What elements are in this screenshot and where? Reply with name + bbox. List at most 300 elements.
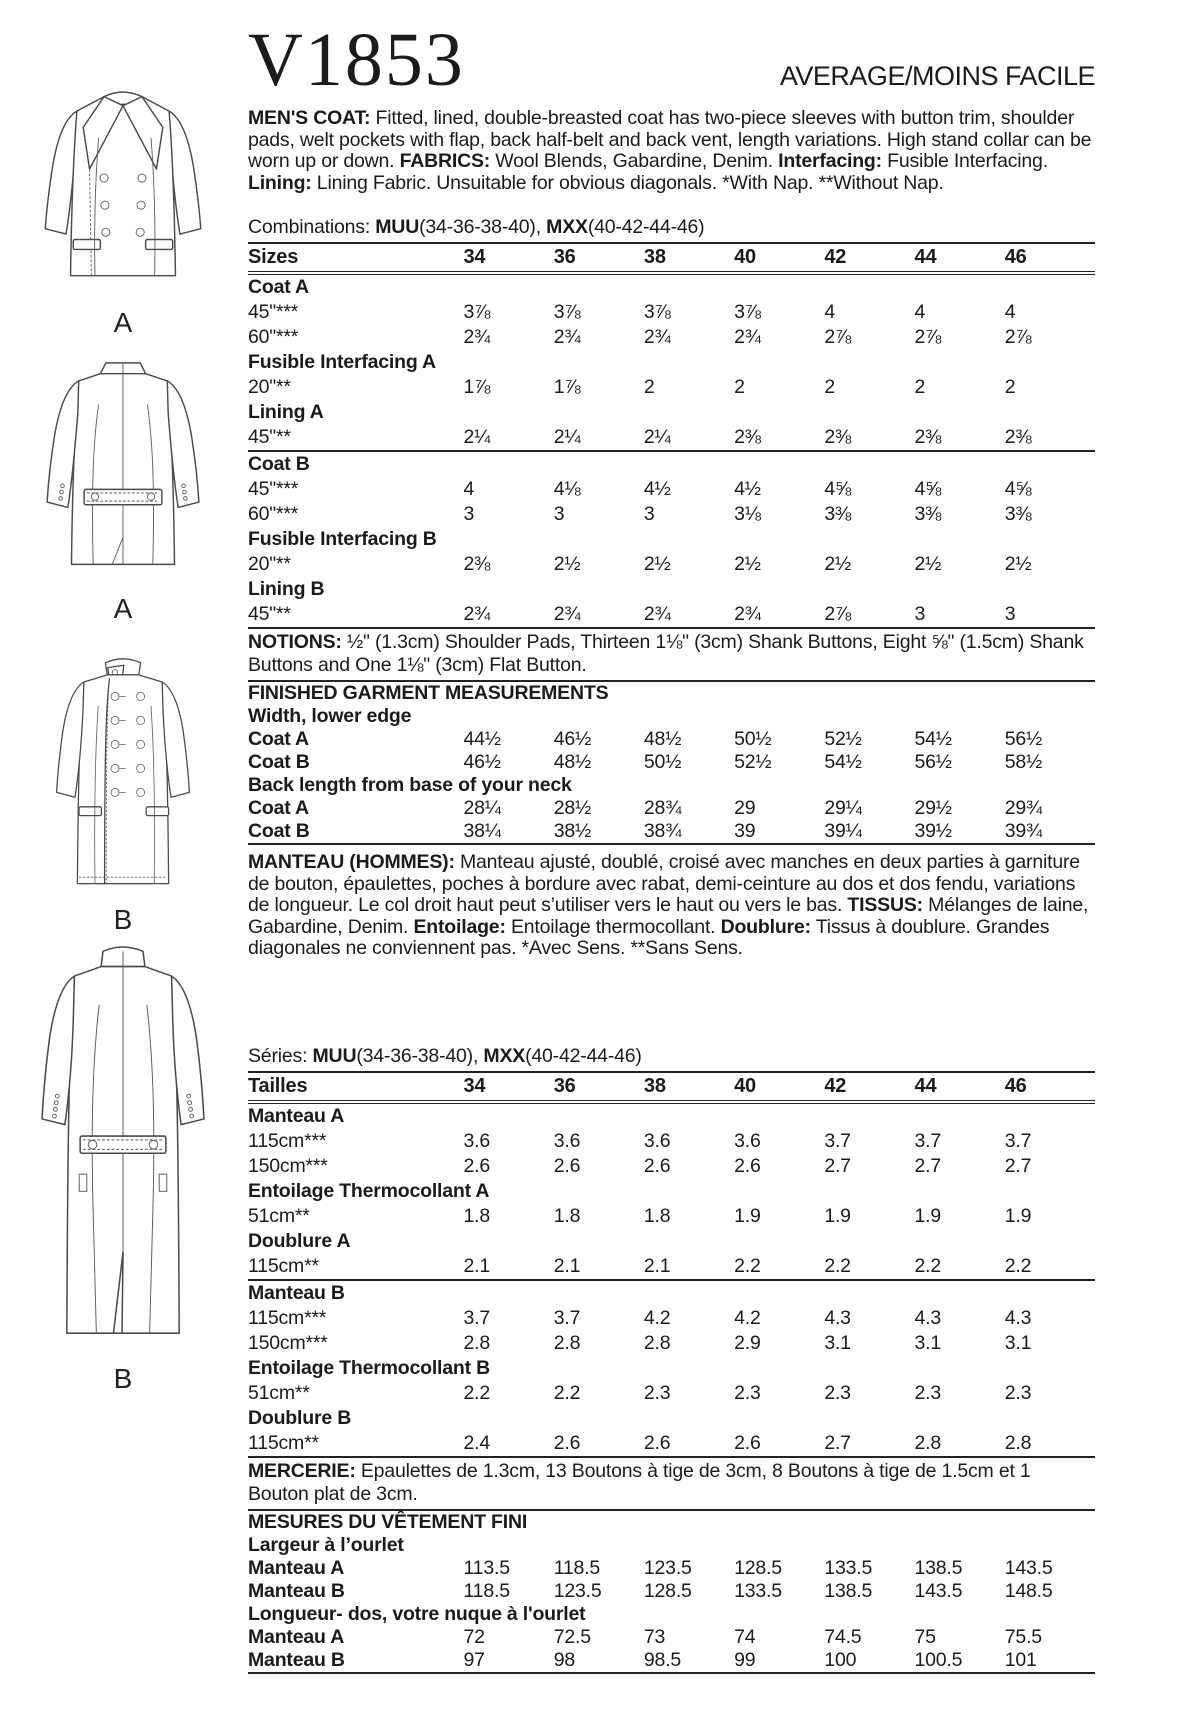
section-row bbox=[248, 527, 1095, 552]
section-row bbox=[248, 1534, 1095, 1557]
value-cell: 38¼ bbox=[463, 819, 501, 842]
row-label: Coat A bbox=[248, 275, 309, 298]
value-cell: 128.5 bbox=[734, 1556, 782, 1579]
table-row bbox=[248, 325, 1095, 350]
value-cell: 2.6 bbox=[643, 1154, 671, 1177]
value-cell: 3 bbox=[1004, 602, 1016, 625]
row-label: Largeur à l’ourlet bbox=[248, 1533, 404, 1556]
table-row bbox=[248, 1649, 1095, 1673]
value-cell: 4.2 bbox=[734, 1306, 761, 1329]
value-cell: 2.6 bbox=[463, 1154, 491, 1177]
coat-b-front-drawing bbox=[39, 650, 207, 898]
size-column-header: 38 bbox=[644, 243, 734, 273]
row-label: Doublure A bbox=[248, 1229, 351, 1252]
value-cell: 2.3 bbox=[734, 1381, 761, 1404]
value-cell: 1⅞ bbox=[463, 375, 491, 398]
table-row bbox=[248, 552, 1095, 577]
row-label: 150cm*** bbox=[248, 1154, 328, 1177]
value-cell: 2¾ bbox=[643, 602, 671, 625]
value-cell: 128.5 bbox=[643, 1579, 692, 1602]
bold-text-run: FABRICS: bbox=[399, 150, 491, 173]
value-cell: 2.3 bbox=[914, 1381, 942, 1404]
row-label: 51cm** bbox=[248, 1381, 310, 1404]
size-column-header: 40 bbox=[734, 243, 824, 273]
text-run: Mélanges de laine, Gabardine, Denim. bbox=[248, 894, 1089, 938]
value-cell: 2.8 bbox=[643, 1331, 671, 1354]
coat-a-front-illustration bbox=[0, 84, 246, 339]
view-label: A bbox=[113, 593, 133, 624]
value-cell: 3.7 bbox=[553, 1306, 581, 1329]
table-row bbox=[248, 820, 1095, 844]
row-label: 20"** bbox=[248, 375, 291, 398]
value-cell: 2.8 bbox=[463, 1331, 491, 1354]
row-label: FINISHED GARMENT MEASUREMENTS bbox=[248, 681, 609, 704]
value-cell: 143.5 bbox=[914, 1579, 963, 1602]
pattern-number: V1853 bbox=[248, 17, 465, 102]
value-cell: 72.5 bbox=[553, 1625, 591, 1648]
value-cell: 2.7 bbox=[824, 1154, 851, 1177]
value-cell: 2⅜ bbox=[1005, 425, 1095, 451]
value-cell: 2.3 bbox=[1004, 1381, 1032, 1404]
value-cell: 73 bbox=[643, 1625, 666, 1648]
value-cell: 113.5 bbox=[463, 1556, 510, 1579]
combinations-line bbox=[248, 217, 1095, 239]
row-label: Manteau A bbox=[248, 1104, 345, 1127]
value-cell: 3.7 bbox=[463, 1306, 491, 1329]
value-cell: 2.2 bbox=[824, 1254, 914, 1280]
value-cell: 2 bbox=[824, 375, 835, 398]
coat-a-back-drawing bbox=[28, 352, 218, 587]
value-cell: 39¼ bbox=[824, 819, 862, 842]
value-cell: 2.2 bbox=[915, 1254, 1005, 1280]
bold-text-run: Lining: bbox=[248, 171, 312, 194]
value-cell: 52½ bbox=[824, 727, 862, 750]
value-cell: 3.1 bbox=[914, 1331, 942, 1354]
row-label: Width, lower edge bbox=[248, 704, 412, 727]
row-label: Coat A bbox=[248, 727, 309, 750]
value-cell: 3⅞ bbox=[553, 300, 581, 323]
value-cell: 133.5 bbox=[824, 1556, 873, 1579]
bold-text-run: Interfacing: bbox=[778, 150, 882, 173]
row-label: Entoilage Thermocollant A bbox=[248, 1179, 490, 1202]
description-french bbox=[248, 852, 1095, 960]
value-cell: 4½ bbox=[643, 477, 671, 500]
size-column-header: 36 bbox=[554, 243, 644, 273]
value-cell: 2⅞ bbox=[914, 325, 942, 348]
value-cell: 2.2 bbox=[734, 1254, 824, 1280]
value-cell: 2½ bbox=[824, 552, 852, 575]
value-cell: 3.6 bbox=[553, 1129, 581, 1152]
row-label: Longueur- dos, votre nuque à l'ourlet bbox=[248, 1602, 586, 1625]
value-cell: 3⅛ bbox=[734, 502, 761, 525]
value-cell: 4½ bbox=[734, 477, 761, 500]
value-cell: 3.1 bbox=[1004, 1331, 1032, 1354]
view-label: B bbox=[113, 1363, 133, 1394]
text-run: Tissus à doublure. Grandes diagonales ne conviennent pas. *Avec Sens. **Sans Sens. bbox=[248, 915, 1050, 960]
row-label: Lining B bbox=[248, 577, 325, 600]
size-column-header: 42 bbox=[824, 1072, 914, 1102]
text-run: Manteau ajusté, doublé, croisé avec manches en deux parties à garniture de bouton, épaulettes, poches à bordure avec rabat, demi-ceinture au dos et dos fendu, variations de longueur. Le col droit haut peut s’utiliser vers le haut ou vers le bas. bbox=[248, 850, 1080, 917]
section-row bbox=[248, 577, 1095, 602]
row-label: Manteau A bbox=[248, 1625, 345, 1648]
value-cell: 50½ bbox=[643, 750, 682, 773]
value-cell: 2.6 bbox=[553, 1431, 581, 1454]
value-cell: 2.1 bbox=[464, 1254, 554, 1280]
value-cell: 2.1 bbox=[554, 1254, 644, 1280]
value-cell: 3.7 bbox=[824, 1129, 851, 1152]
value-cell: 2.7 bbox=[1004, 1154, 1032, 1177]
section-row bbox=[248, 400, 1095, 425]
value-cell: 2.3 bbox=[824, 1381, 851, 1404]
value-cell: 2 bbox=[914, 375, 926, 398]
value-cell: 2 bbox=[734, 375, 745, 398]
value-cell: 4⅛ bbox=[553, 477, 581, 500]
text-run: Lining Fabric. Unsuitable for obvious diagonals. *With Nap. **Without Nap. bbox=[311, 171, 944, 194]
view-label: B bbox=[113, 904, 133, 935]
bold-text-run: MXX bbox=[483, 1044, 526, 1067]
row-label: 45"*** bbox=[248, 477, 299, 500]
value-cell: 4⅝ bbox=[914, 477, 942, 500]
value-cell: 2.3 bbox=[643, 1381, 671, 1404]
yardage-table-metric bbox=[248, 1071, 1095, 1458]
table-row bbox=[248, 602, 1095, 628]
value-cell: 39½ bbox=[914, 819, 952, 842]
text-run: (40-42-44-46) bbox=[587, 216, 705, 239]
value-cell: 143.5 bbox=[1004, 1556, 1053, 1579]
value-cell: 2½ bbox=[553, 552, 581, 575]
size-column-header: 44 bbox=[915, 1072, 1005, 1102]
size-header-label: Sizes bbox=[248, 243, 464, 273]
row-label: 45"** bbox=[248, 602, 291, 625]
section-row bbox=[248, 682, 1095, 705]
row-label: 45"** bbox=[248, 425, 464, 451]
value-cell: 29¼ bbox=[824, 796, 862, 819]
value-cell: 2.7 bbox=[914, 1154, 942, 1177]
value-cell: 2¾ bbox=[734, 325, 761, 348]
section-row bbox=[248, 1356, 1095, 1381]
value-cell: 2⅜ bbox=[463, 552, 491, 575]
value-cell: 100 bbox=[824, 1648, 857, 1671]
text-run: (34-36-38-40), bbox=[419, 216, 547, 239]
size-column-header: 42 bbox=[824, 243, 914, 273]
value-cell: 2⅞ bbox=[824, 325, 852, 348]
value-cell: 3 bbox=[463, 502, 475, 525]
value-cell: 54½ bbox=[824, 750, 862, 773]
value-cell: 2 bbox=[1004, 375, 1016, 398]
value-cell: 3⅞ bbox=[734, 300, 761, 323]
value-cell: 75.5 bbox=[1004, 1625, 1042, 1648]
size-column-header: 46 bbox=[1005, 243, 1095, 273]
value-cell: 148.5 bbox=[1004, 1579, 1053, 1602]
row-label: Manteau B bbox=[248, 1648, 345, 1671]
row-label: 115cm** bbox=[248, 1254, 464, 1280]
value-cell: 1.8 bbox=[643, 1204, 671, 1227]
value-cell: 2¾ bbox=[553, 602, 581, 625]
section-row bbox=[248, 1603, 1095, 1626]
value-cell: 2¾ bbox=[643, 325, 671, 348]
section-row bbox=[248, 1511, 1095, 1534]
value-cell: 3 bbox=[553, 502, 565, 525]
value-cell: 99 bbox=[734, 1648, 756, 1671]
row-label: 150cm*** bbox=[248, 1331, 328, 1354]
value-cell: 3⅜ bbox=[914, 502, 942, 525]
size-header-row bbox=[248, 243, 1095, 273]
value-cell: 46½ bbox=[463, 750, 501, 773]
value-cell: 2.6 bbox=[553, 1154, 581, 1177]
text-run: Wool Blends, Gabardine, Denim. bbox=[490, 150, 779, 173]
value-cell: 4 bbox=[914, 300, 926, 323]
row-label: Manteau B bbox=[248, 1579, 345, 1602]
row-label: Coat B bbox=[248, 819, 310, 842]
bold-text-run: Entoilage: bbox=[413, 915, 506, 938]
value-cell: 2.2 bbox=[553, 1381, 581, 1404]
value-cell: 46½ bbox=[553, 727, 592, 750]
section-row bbox=[248, 1229, 1095, 1254]
value-cell: 98 bbox=[553, 1648, 575, 1671]
size-header-label: Tailles bbox=[248, 1072, 464, 1102]
size-column-header: 44 bbox=[915, 243, 1005, 273]
value-cell: 3 bbox=[914, 602, 926, 625]
table-row bbox=[248, 1129, 1095, 1154]
value-cell: 3.6 bbox=[734, 1129, 761, 1152]
text-run: (34-36-38-40), bbox=[356, 1044, 484, 1067]
row-label: MESURES DU VÊTEMENT FINI bbox=[248, 1510, 528, 1533]
row-label: Lining A bbox=[248, 400, 324, 423]
row-label: Coat B bbox=[248, 452, 310, 475]
value-cell: 2⅜ bbox=[915, 425, 1005, 451]
value-cell: 75 bbox=[914, 1625, 936, 1648]
value-cell: 2.8 bbox=[1004, 1431, 1032, 1454]
row-label: 60"*** bbox=[248, 502, 299, 525]
value-cell: 1.9 bbox=[1004, 1204, 1032, 1227]
row-label: Manteau A bbox=[248, 1556, 345, 1579]
row-label: 20"** bbox=[248, 552, 291, 575]
value-cell: 3⅜ bbox=[824, 502, 852, 525]
value-cell: 2⅜ bbox=[734, 425, 824, 451]
value-cell: 54½ bbox=[914, 727, 952, 750]
table-row bbox=[248, 1331, 1095, 1356]
table-row bbox=[248, 1204, 1095, 1229]
value-cell: 2.2 bbox=[1005, 1254, 1095, 1280]
value-cell: 3.7 bbox=[1004, 1129, 1032, 1152]
value-cell: 4 bbox=[463, 477, 475, 500]
text-run: Entoilage thermocollant. bbox=[505, 915, 721, 938]
value-cell: 3 bbox=[643, 502, 655, 525]
table-row bbox=[248, 1306, 1095, 1331]
value-cell: 2¼ bbox=[644, 425, 734, 451]
value-cell: 2¼ bbox=[464, 425, 554, 451]
value-cell: 2.9 bbox=[734, 1331, 761, 1354]
table-row bbox=[248, 728, 1095, 751]
series-line bbox=[248, 1046, 1095, 1068]
row-label: Coat B bbox=[248, 750, 310, 773]
value-cell: 1.8 bbox=[553, 1204, 581, 1227]
value-cell: 48½ bbox=[553, 750, 592, 773]
coat-b-back-drawing bbox=[23, 938, 223, 1357]
value-cell: 2.6 bbox=[734, 1431, 761, 1454]
value-cell: 2½ bbox=[914, 552, 942, 575]
value-cell: 29 bbox=[734, 796, 756, 819]
text-run: (40-42-44-46) bbox=[525, 1044, 642, 1067]
text-run: Fitted, lined, double-breasted coat has two-piece sleeves with button trim, shoulder pads, welt pockets with flap, back half-belt and back vent, length variations. High stand collar can be worn up or down. bbox=[248, 107, 1092, 173]
row-label: 45"*** bbox=[248, 300, 299, 323]
value-cell: 74.5 bbox=[824, 1625, 862, 1648]
value-cell: 3⅜ bbox=[1004, 502, 1032, 525]
value-cell: 123.5 bbox=[553, 1579, 602, 1602]
difficulty-label: AVERAGE/MOINS FACILE bbox=[779, 61, 1095, 91]
value-cell: 2½ bbox=[734, 552, 761, 575]
value-cell: 2.6 bbox=[643, 1431, 671, 1454]
size-column-header: 38 bbox=[644, 1072, 734, 1102]
illustration-column bbox=[0, 0, 246, 1719]
bold-text-run: TISSUS: bbox=[847, 894, 923, 917]
value-cell: 97 bbox=[463, 1648, 485, 1671]
table-row bbox=[248, 797, 1095, 820]
text-run: ½" (1.3cm) Shoulder Pads, Thirteen 1⅛" (3cm) Shank Buttons, Eight ⅝" (1.5cm) Shank Buttons and One 1⅛" (3cm) Flat Button. bbox=[248, 630, 1084, 676]
value-cell: 39¾ bbox=[1004, 819, 1043, 842]
value-cell: 2¾ bbox=[463, 325, 491, 348]
value-cell: 4.3 bbox=[1004, 1306, 1032, 1329]
size-column-header: 34 bbox=[464, 243, 554, 273]
value-cell: 2 bbox=[643, 375, 655, 398]
row-label: Manteau B bbox=[248, 1281, 345, 1304]
section-row bbox=[248, 774, 1095, 797]
size-column-header: 36 bbox=[554, 1072, 644, 1102]
section-row bbox=[248, 350, 1095, 375]
value-cell: 72 bbox=[463, 1625, 485, 1648]
value-cell: 29½ bbox=[914, 796, 952, 819]
value-cell: 50½ bbox=[734, 727, 772, 750]
value-cell: 1.9 bbox=[734, 1204, 761, 1227]
value-cell: 28½ bbox=[553, 796, 592, 819]
table-row bbox=[248, 751, 1095, 774]
table-row bbox=[248, 425, 1095, 451]
text-run: Séries: bbox=[248, 1044, 313, 1067]
value-cell: 52½ bbox=[734, 750, 772, 773]
value-cell: 29¾ bbox=[1004, 796, 1043, 819]
value-cell: 2½ bbox=[643, 552, 671, 575]
table-row bbox=[248, 375, 1095, 400]
value-cell: 48½ bbox=[643, 727, 682, 750]
row-label: 51cm** bbox=[248, 1204, 310, 1227]
notions-note bbox=[248, 629, 1095, 682]
view-label: A bbox=[113, 307, 133, 338]
value-cell: 101 bbox=[1004, 1648, 1037, 1671]
value-cell: 4.3 bbox=[824, 1306, 851, 1329]
value-cell: 1.9 bbox=[824, 1204, 851, 1227]
value-cell: 2.8 bbox=[914, 1431, 942, 1454]
row-label: Doublure B bbox=[248, 1406, 352, 1429]
table-row bbox=[248, 1626, 1095, 1649]
value-cell: 2.8 bbox=[553, 1331, 581, 1354]
value-cell: 118.5 bbox=[553, 1556, 601, 1579]
section-row bbox=[248, 1406, 1095, 1431]
bold-text-run: MXX bbox=[546, 216, 588, 239]
value-cell: 4.2 bbox=[643, 1306, 671, 1329]
value-cell: 100.5 bbox=[914, 1648, 963, 1671]
value-cell: 58½ bbox=[1004, 750, 1043, 773]
value-cell: 38½ bbox=[553, 819, 592, 842]
table-row bbox=[248, 1431, 1095, 1457]
bold-text-run: MERCERIE: bbox=[248, 1459, 356, 1482]
value-cell: 3.6 bbox=[643, 1129, 671, 1152]
yardage-table-imperial bbox=[248, 242, 1095, 629]
text-run: Combinations: bbox=[248, 216, 376, 239]
table-row bbox=[248, 477, 1095, 502]
value-cell: 2¾ bbox=[463, 602, 491, 625]
mercerie-note bbox=[248, 1458, 1095, 1511]
value-cell: 2⅞ bbox=[824, 602, 852, 625]
value-cell: 28¾ bbox=[643, 796, 682, 819]
value-cell: 3.7 bbox=[914, 1129, 942, 1152]
row-label: Coat A bbox=[248, 796, 309, 819]
section-row bbox=[248, 1280, 1095, 1306]
bold-text-run: MEN'S COAT: bbox=[248, 107, 371, 129]
bold-text-run: MANTEAU (HOMMES): bbox=[248, 850, 455, 873]
value-cell: 2¾ bbox=[734, 602, 761, 625]
value-cell: 123.5 bbox=[643, 1556, 692, 1579]
masthead bbox=[248, 0, 1095, 102]
value-cell: 56½ bbox=[1004, 727, 1043, 750]
value-cell: 133.5 bbox=[734, 1579, 782, 1602]
finished-measurements-metric bbox=[248, 1511, 1095, 1674]
text-run: Epaulettes de 1.3cm, 13 Boutons à tige de 3cm, 8 Boutons à tige de 1.5cm et 1 Bouton plat de 3cm. bbox=[248, 1459, 1031, 1505]
size-column-header: 46 bbox=[1005, 1072, 1095, 1102]
value-cell: 3⅞ bbox=[643, 300, 671, 323]
coat-b-back-illustration bbox=[0, 938, 246, 1395]
section-row bbox=[248, 1179, 1095, 1204]
value-cell: 98.5 bbox=[643, 1648, 682, 1671]
value-cell: 4⅝ bbox=[1004, 477, 1032, 500]
value-cell: 2.4 bbox=[463, 1431, 491, 1454]
value-cell: 3.1 bbox=[824, 1331, 851, 1354]
value-cell: 3⅞ bbox=[463, 300, 491, 323]
coat-a-back-illustration bbox=[0, 352, 246, 625]
bold-text-run: MUU bbox=[375, 216, 420, 239]
row-label: Entoilage Thermocollant B bbox=[248, 1356, 491, 1379]
section-row bbox=[248, 1102, 1095, 1129]
size-header-row bbox=[248, 1072, 1095, 1102]
description-english bbox=[248, 108, 1095, 194]
value-cell: 138.5 bbox=[914, 1556, 963, 1579]
section-row bbox=[248, 273, 1095, 300]
value-cell: 3.6 bbox=[463, 1129, 491, 1152]
value-cell: 4 bbox=[824, 300, 835, 323]
row-label: 115cm** bbox=[248, 1431, 319, 1454]
value-cell: 2.2 bbox=[463, 1381, 491, 1404]
table-row bbox=[248, 1580, 1095, 1603]
row-label: Back length from base of your neck bbox=[248, 773, 572, 796]
size-column-header: 34 bbox=[464, 1072, 554, 1102]
value-cell: 4.3 bbox=[914, 1306, 942, 1329]
value-cell: 28¼ bbox=[463, 796, 501, 819]
value-cell: 2.7 bbox=[824, 1431, 851, 1454]
row-label: 115cm*** bbox=[248, 1306, 327, 1329]
value-cell: 39 bbox=[734, 819, 756, 842]
bold-text-run: Doublure: bbox=[720, 915, 811, 938]
row-label: Fusible Interfacing B bbox=[248, 527, 437, 550]
value-cell: 118.5 bbox=[463, 1579, 510, 1602]
value-cell: 4⅝ bbox=[824, 477, 852, 500]
size-column-header: 40 bbox=[734, 1072, 824, 1102]
text-run: Fusible Interfacing. bbox=[881, 150, 1048, 173]
value-cell: 2½ bbox=[1004, 552, 1032, 575]
bold-text-run: NOTIONS: bbox=[248, 630, 342, 653]
table-row bbox=[248, 1557, 1095, 1580]
coat-a-front-drawing bbox=[28, 84, 218, 301]
row-label: 115cm*** bbox=[248, 1129, 327, 1152]
row-label: Fusible Interfacing A bbox=[248, 350, 436, 373]
